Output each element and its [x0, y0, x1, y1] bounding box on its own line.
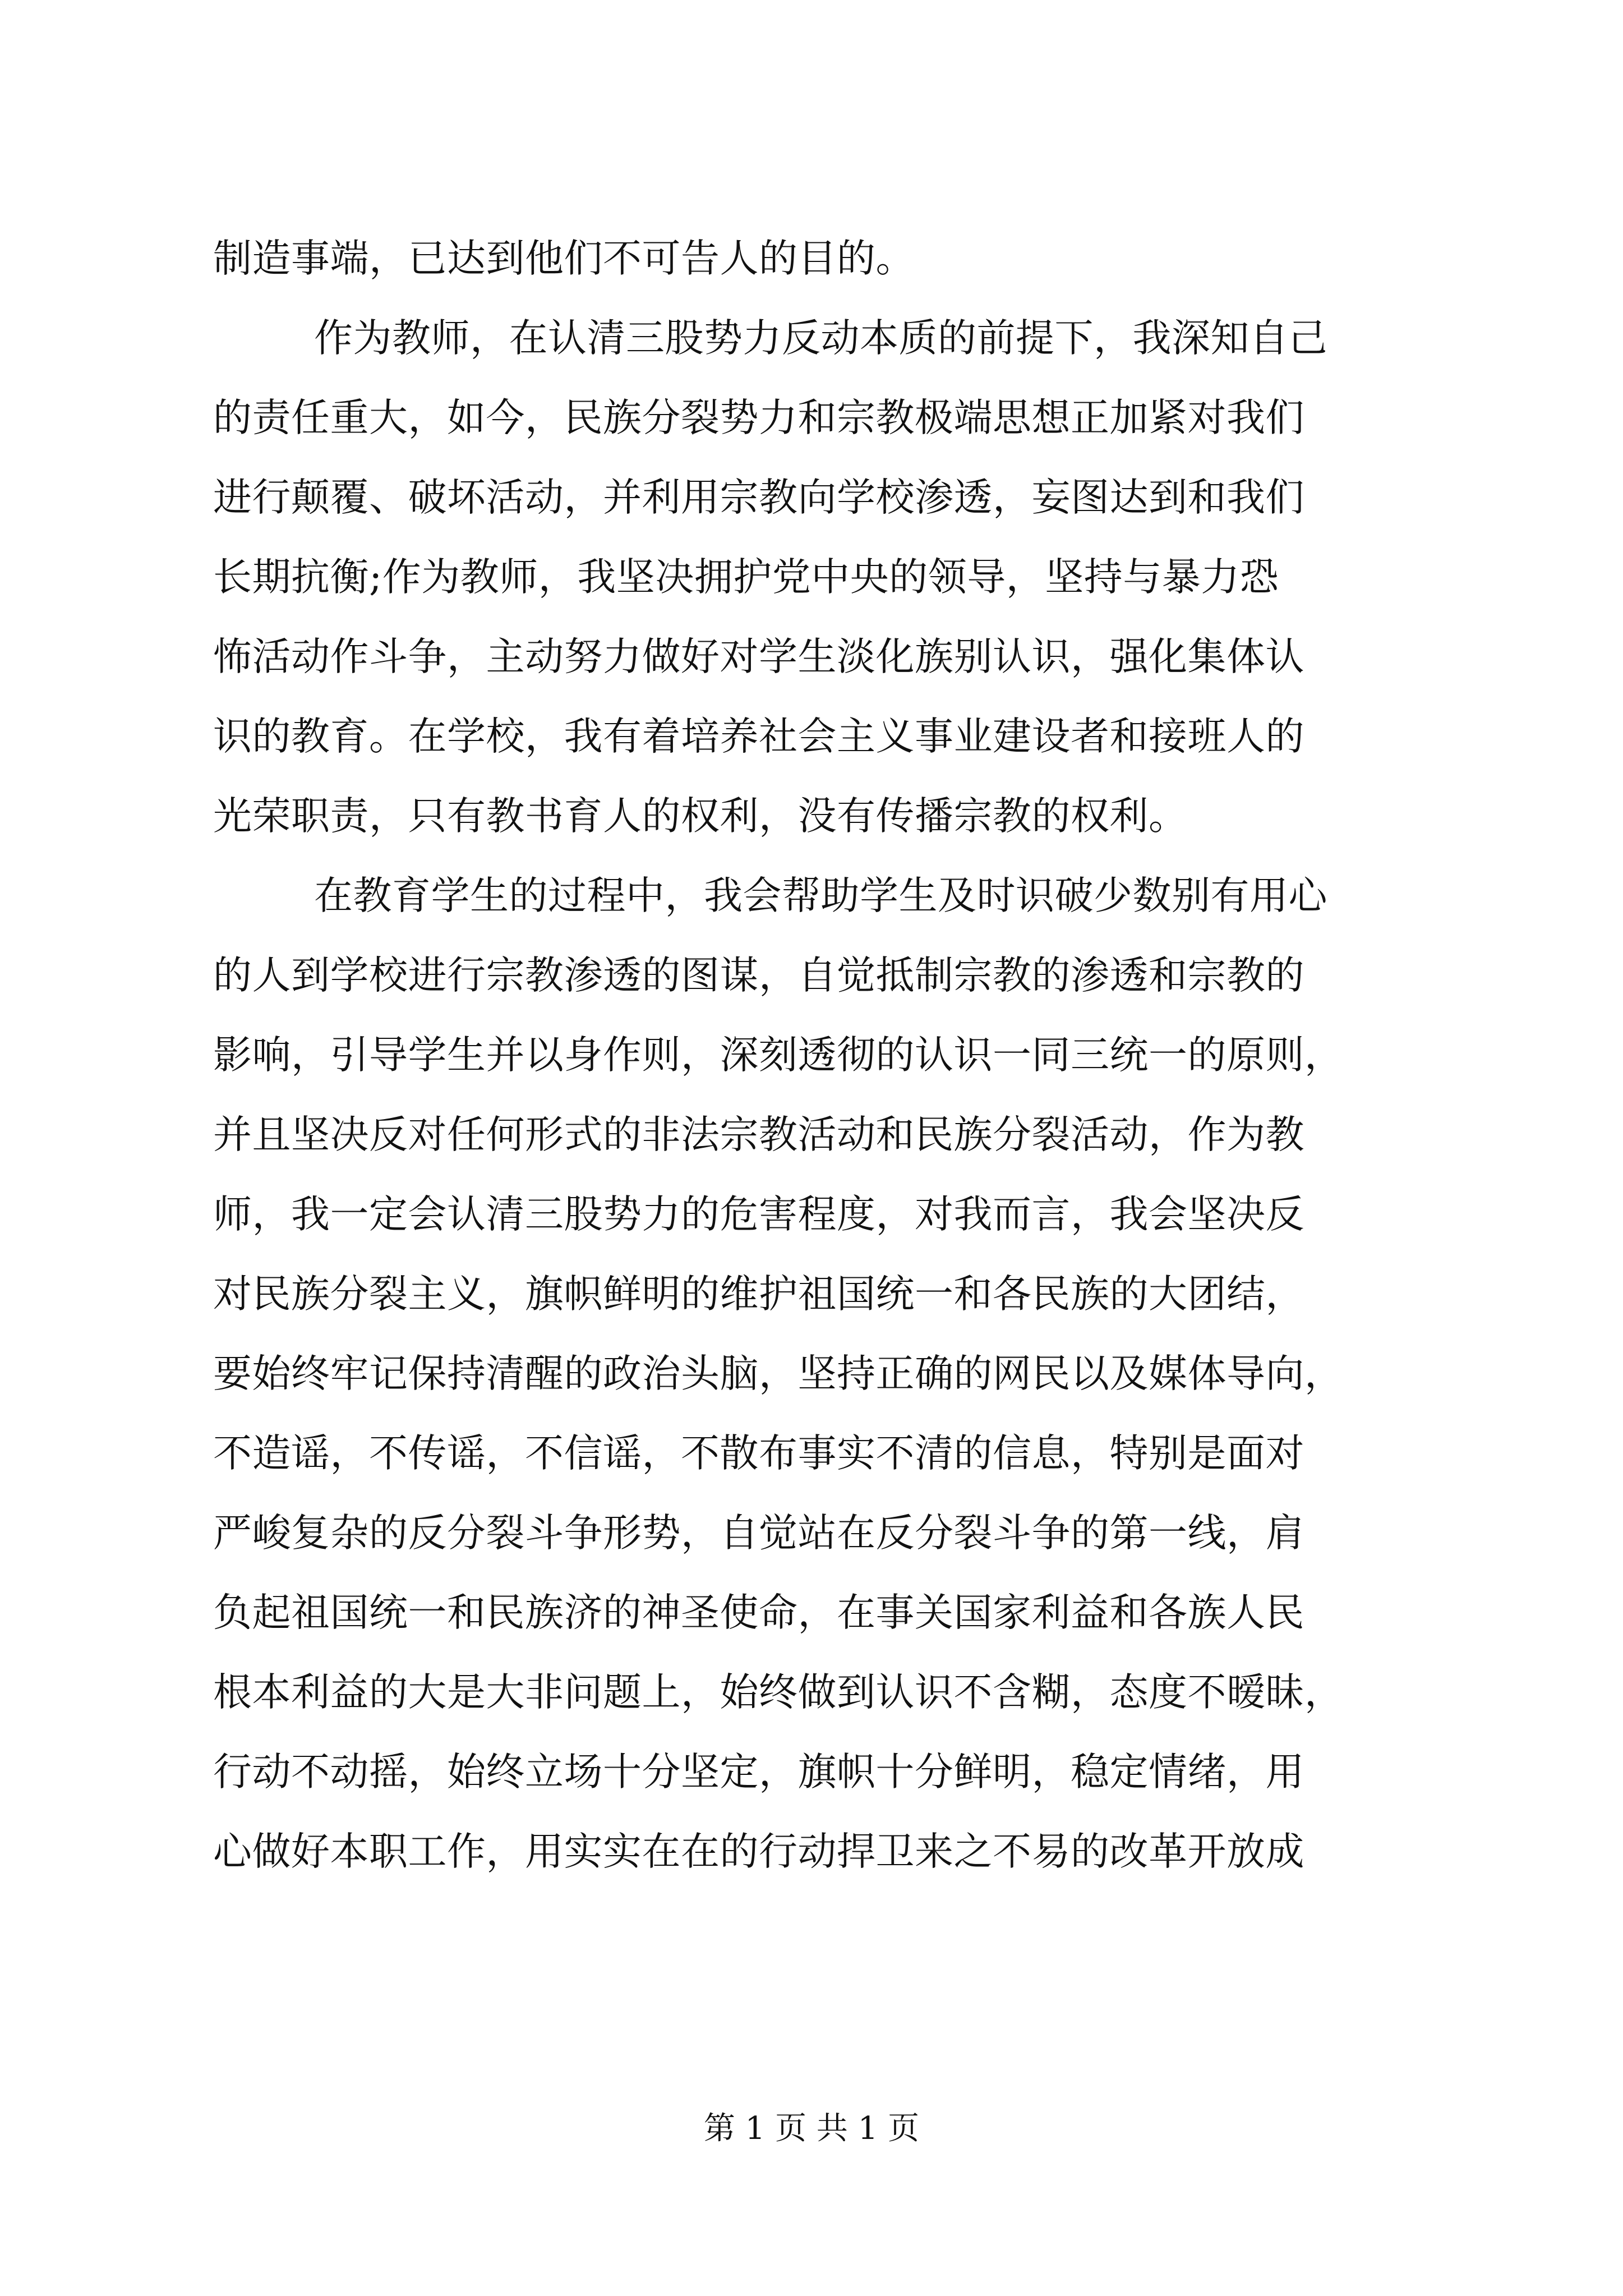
- text-line: 的责任重大，如今，民族分裂势力和宗教极端思想正加紧对我们: [213, 395, 1304, 440]
- text-line: 严峻复杂的反分裂斗争形势，自觉站在反分裂斗争的第一线，肩: [213, 1511, 1304, 1556]
- document-body: [213, 219, 1408, 1892]
- text-line: 心做好本职工作，用实实在在的行动捍卫来之不易的改革开放成: [213, 1829, 1304, 1874]
- text-line: 制造事端，已达到他们不可告人的目的。: [213, 236, 915, 281]
- text-line: 怖活动作斗争，主动努力做好对学生淡化族别认识，强化集体认: [213, 634, 1304, 679]
- text-line: 长期抗衡;作为教师，我坚决拥护党中央的领导，坚持与暴力恐: [213, 555, 1279, 600]
- page-footer: 第 1 页 共 1 页: [703, 2110, 920, 2147]
- text-line: 并且坚决反对任何形式的非法宗教活动和民族分裂活动，作为教: [213, 1112, 1304, 1157]
- text-line: 光荣职责，只有教书育人的权利，没有传播宗教的权利。: [213, 794, 1188, 839]
- text-line: 要始终牢记保持清醒的政治头脑，坚持正确的网民以及媒体导向，: [213, 1351, 1344, 1396]
- text-line: 行动不动摇，始终立场十分坚定，旗帜十分鲜明，稳定情绪，用: [213, 1750, 1304, 1795]
- text-line: 的人到学校进行宗教渗透的图谋，自觉抵制宗教的渗透和宗教的: [213, 953, 1304, 998]
- text-line: 负起祖国统一和民族济的神圣使命，在事关国家利益和各族人民: [213, 1590, 1304, 1635]
- text-line: 作为教师，在认清三股势力反动本质的前提下，我深知自己: [314, 316, 1327, 361]
- text-line: 识的教育。在学校，我有着培养社会主义事业建设者和接班人的: [213, 714, 1304, 759]
- text-line: 师，我一定会认清三股势力的危害程度，对我而言，我会坚决反: [213, 1192, 1304, 1237]
- text-line: 根本利益的大是大非问题上，始终做到认识不含糊，态度不暧昧，: [213, 1670, 1344, 1715]
- text-line: 进行颠覆、破坏活动，并利用宗教向学校渗透，妄图达到和我们: [213, 475, 1304, 520]
- text-line: 对民族分裂主义，旗帜鲜明的维护祖国统一和各民族的大团结，: [213, 1272, 1304, 1317]
- text-line: 不造谣，不传谣，不信谣，不散布事实不清的信息，特别是面对: [213, 1431, 1304, 1476]
- text-line: 影响，引导学生并以身作则，深刻透彻的认识一同三统一的原则，: [213, 1033, 1344, 1078]
- text-line: 在教育学生的过程中，我会帮助学生及时识破少数别有用心: [314, 873, 1327, 918]
